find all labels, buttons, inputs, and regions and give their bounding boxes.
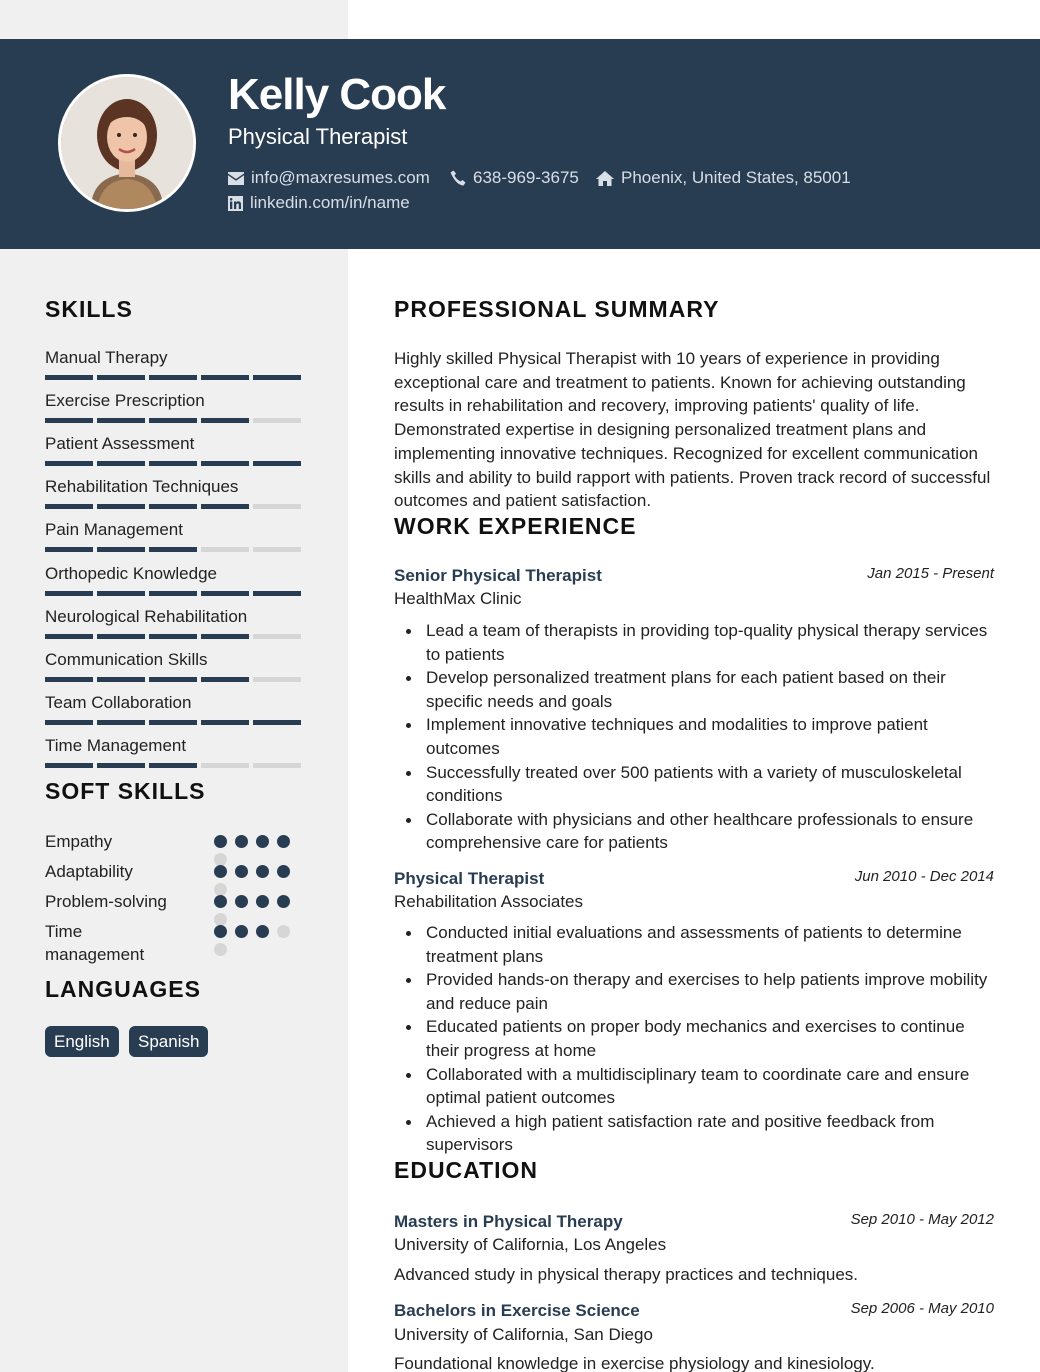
degree-title: Bachelors in Exercise Science (394, 1301, 640, 1320)
contact-linkedin[interactable] (228, 193, 410, 213)
skill-level-segment (45, 461, 93, 466)
school-name: University of California, Los Angeles (394, 1235, 667, 1254)
soft-skill-dot (214, 835, 227, 848)
skill-item (45, 348, 301, 380)
skill-level-segment (45, 677, 93, 682)
skills-heading: SKILLS (45, 296, 133, 322)
education-heading: EDUCATION (394, 1157, 539, 1183)
skill-level-segment (253, 591, 301, 596)
skill-level-segment (201, 375, 249, 380)
skill-level-segment (201, 634, 249, 639)
education-dates: Sep 2006 - May 2010 (850, 1300, 994, 1317)
skill-level-segment (149, 677, 197, 682)
list-item: Collaborate with physicians and other healthcare professionals to ensure comprehensive care for patients (426, 808, 996, 855)
skill-level-segment (45, 634, 93, 639)
skill-level-segment (45, 591, 93, 596)
soft-skill-name: Empathy (45, 832, 113, 851)
contact-phone[interactable] (450, 168, 579, 188)
contact-location-text: Phoenix, United States, 85001 (621, 168, 851, 187)
list-item: Implement innovative techniques and modalities to improve patient outcomes (426, 713, 996, 760)
profile-photo (58, 74, 196, 212)
contact-location (596, 168, 851, 188)
list-item: Achieved a high patient satisfaction rate and positive feedback from supervisors (426, 1110, 996, 1157)
skill-item (45, 520, 301, 552)
soft-skill-dot (277, 835, 290, 848)
skill-item (45, 607, 301, 639)
skill-name: Communication Skills (45, 649, 208, 669)
skill-level-segment (201, 461, 249, 466)
school-name: University of California, San Diego (394, 1325, 653, 1344)
skill-level-segment (253, 634, 301, 639)
job-bullets (426, 921, 996, 1157)
skill-level-segment (45, 547, 93, 552)
skill-level-segment (201, 720, 249, 725)
list-item: Educated patients on proper body mechanics and exercises to continue their progress at home (426, 1015, 996, 1062)
soft-skill-dot (235, 925, 248, 938)
skill-level-bar (45, 547, 301, 552)
soft-skill-dot (277, 865, 290, 878)
soft-skill-dot (214, 895, 227, 908)
job-dates: Jun 2010 - Dec 2014 (854, 868, 994, 885)
soft-skill-name: Adaptability (45, 862, 133, 881)
skill-name: Team Collaboration (45, 692, 192, 712)
phone-icon (450, 170, 466, 186)
skill-level-segment (149, 504, 197, 509)
skill-level-segment (149, 418, 197, 423)
summary-text: Highly skilled Physical Therapist with 10 years of experience in providing exceptional care and treatment to patients. Known for achieving outstanding results in rehabilitation and recovery, improving patients' quality of life. Demonstrated expertise in designing personalized treatment plans and implementing innovative techniques. Recognized for excellent communication skills and ability to build rapport with patients. Proven track record of successful outcomes and patient satisfaction. (394, 349, 991, 511)
soft-skill-name: Time management (45, 922, 145, 964)
skill-name: Neurological Rehabilitation (45, 606, 248, 626)
list-item: Lead a team of therapists in providing top-quality physical therapy services to patients (426, 619, 996, 666)
skill-level-segment (45, 375, 93, 380)
job-company: HealthMax Clinic (394, 589, 522, 608)
skill-item (45, 650, 301, 682)
list-item: Develop personalized treatment plans for each patient based on their specific needs and goals (426, 666, 996, 713)
skill-level-segment (149, 634, 197, 639)
skill-item (45, 391, 301, 423)
skill-level-segment (45, 720, 93, 725)
soft-skill-dot (235, 895, 248, 908)
soft-skill-dot (256, 895, 269, 908)
soft-skill-dot (277, 895, 290, 908)
soft-skill-dot (256, 835, 269, 848)
skill-level-bar (45, 461, 301, 466)
skill-level-segment (149, 763, 197, 768)
skill-level-segment (253, 763, 301, 768)
skill-level-segment (97, 634, 145, 639)
skill-level-segment (201, 504, 249, 509)
skill-level-bar (45, 634, 301, 639)
skill-level-segment (253, 375, 301, 380)
skill-level-bar (45, 720, 301, 725)
degree-title: Masters in Physical Therapy (394, 1212, 623, 1231)
job-bullets (426, 619, 996, 855)
skill-level-segment (253, 461, 301, 466)
soft-skill-dot (235, 835, 248, 848)
contact-phone-text: 638-969-3675 (473, 168, 579, 187)
contact-email[interactable] (228, 168, 430, 188)
skill-level-segment (253, 720, 301, 725)
education-dates: Sep 2010 - May 2012 (850, 1211, 994, 1228)
skill-level-segment (253, 418, 301, 423)
job-role: Senior Physical Therapist (394, 566, 602, 585)
profile-title: Physical Therapist (228, 124, 408, 149)
linkedin-icon (228, 196, 243, 211)
skill-level-segment (253, 677, 301, 682)
job-company: Rehabilitation Associates (394, 892, 584, 911)
profile-name: Kelly Cook (228, 70, 446, 119)
skill-level-segment (97, 547, 145, 552)
skill-level-segment (253, 504, 301, 509)
soft-skill-dot (235, 865, 248, 878)
skill-level-bar (45, 763, 301, 768)
skill-level-segment (97, 677, 145, 682)
skill-level-bar (45, 591, 301, 596)
skill-level-segment (97, 720, 145, 725)
skill-level-segment (97, 418, 145, 423)
skill-level-segment (149, 461, 197, 466)
soft-skill-name: Problem-solving (45, 892, 167, 911)
list-item: Provided hands-on therapy and exercises to help patients improve mobility and reduce pain (426, 968, 996, 1015)
list-item: Successfully treated over 500 patients with a variety of musculoskeletal conditions (426, 761, 996, 808)
education-description: Foundational knowledge in exercise physiology and kinesiology. (394, 1354, 875, 1372)
skill-level-segment (201, 547, 249, 552)
list-item: Conducted initial evaluations and assessments of patients to determine treatment plans (426, 921, 996, 968)
skill-name: Time Management (45, 735, 187, 755)
skill-level-segment (45, 418, 93, 423)
skill-level-segment (201, 591, 249, 596)
skill-item (45, 434, 301, 466)
skill-name: Patient Assessment (45, 434, 195, 454)
skill-level-segment (45, 504, 93, 509)
education-description: Advanced study in physical therapy practices and techniques. (394, 1265, 858, 1284)
soft-skill-dot (214, 943, 227, 956)
skill-name: Manual Therapy (45, 348, 168, 367)
skill-level-segment (97, 591, 145, 596)
contact-email-text: info@maxresumes.com (251, 168, 430, 187)
skill-level-segment (201, 418, 249, 423)
soft-skill-dot (256, 925, 269, 938)
skill-level-segment (253, 547, 301, 552)
skill-item (45, 736, 301, 768)
skill-level-segment (201, 677, 249, 682)
skill-level-segment (149, 720, 197, 725)
soft-skill-dot (277, 925, 290, 938)
skill-level-segment (201, 763, 249, 768)
skill-name: Exercise Prescription (45, 391, 205, 411)
contact-linkedin-text: linkedin.com/in/name (250, 193, 410, 212)
soft-skill-dot (214, 925, 227, 938)
list-item: Collaborated with a multidisciplinary team to coordinate care and ensure optimal patient outcomes (426, 1063, 996, 1110)
soft-skill-dot (214, 865, 227, 878)
language-badge: English (45, 1026, 119, 1057)
job-role: Physical Therapist (394, 869, 545, 888)
skill-name: Pain Management (45, 520, 183, 540)
skill-level-bar (45, 677, 301, 682)
summary-heading: PROFESSIONAL SUMMARY (394, 296, 720, 322)
skill-item (45, 564, 301, 596)
skill-level-segment (97, 461, 145, 466)
skill-level-bar (45, 418, 301, 423)
experience-heading: WORK EXPERIENCE (394, 513, 637, 539)
skill-item (45, 477, 301, 509)
skill-level-segment (97, 763, 145, 768)
language-badge: Spanish (129, 1026, 208, 1057)
skill-level-segment (149, 547, 197, 552)
soft-skills-heading: SOFT SKILLS (45, 778, 206, 804)
skill-level-segment (149, 375, 197, 380)
skill-level-segment (149, 591, 197, 596)
home-icon (596, 171, 614, 186)
skill-name: Orthopedic Knowledge (45, 563, 218, 583)
envelope-icon (228, 172, 244, 185)
skill-item (45, 693, 301, 725)
job-dates: Jan 2015 - Present (867, 565, 994, 582)
languages-heading: LANGUAGES (45, 976, 201, 1002)
skill-name: Rehabilitation Techniques (45, 477, 239, 497)
skill-level-segment (97, 504, 145, 509)
skill-level-segment (45, 763, 93, 768)
soft-skill-dot (256, 865, 269, 878)
skill-level-segment (97, 375, 145, 380)
skill-level-bar (45, 504, 301, 509)
skill-level-bar (45, 375, 301, 380)
